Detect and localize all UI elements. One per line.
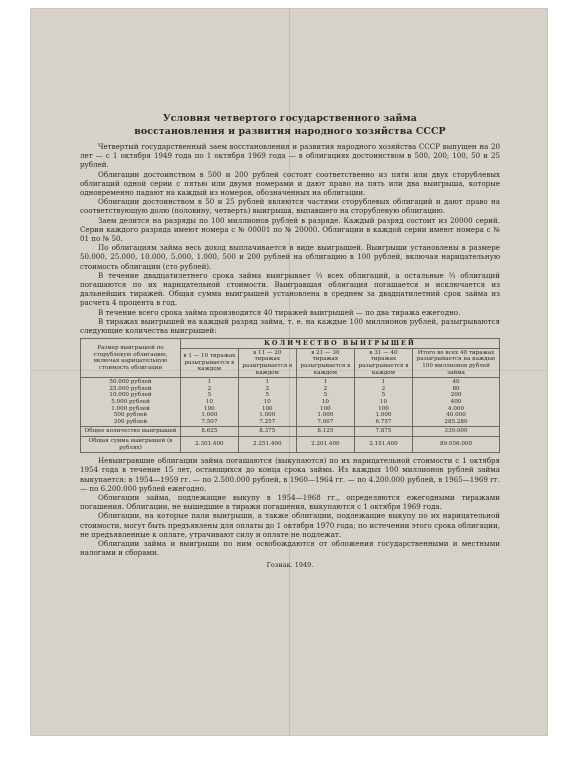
paragraph-table-intro: В тиражах выигрышей на каждый разряд займа, т. е. на каждые 100 миллионов рублей, разыгрываются следующие количества выигрышей: (80, 316, 500, 336)
table-cell: 100 (261, 405, 273, 412)
table-header-row (81, 339, 500, 349)
table-cell: 2 (265, 385, 270, 392)
col-4-values (354, 378, 412, 427)
table-cell: 5 (323, 392, 328, 399)
conditions-text-block (80, 112, 500, 569)
table-cell: 285.280 (444, 418, 468, 425)
table-cell: 8.625 (181, 427, 239, 437)
table-cell: 100 (204, 405, 215, 412)
table-row-total-sum (81, 436, 500, 452)
table-cell: 400 (450, 399, 462, 406)
prize-label: 1.000 рублей (111, 405, 150, 412)
paragraph-denominations: Облигации достоинством в 500 и 200 рублей состоят соответственно из пяти или двух сторублевых облигаций одной серии с пятью или двумя номерами и дают право на пять или два выигрыша, которые одновременно падают на каждый из номеров, обозначенных на облигации. (80, 169, 500, 198)
table-cell: 10 (205, 399, 213, 406)
prize-label: 10.000 рублей (109, 392, 152, 399)
table-cell: 89.056.000 (413, 436, 500, 452)
table-cell: 2 (323, 385, 328, 392)
winnings-table (80, 338, 500, 453)
table-cell: 4.000 (447, 405, 464, 412)
table-cell: 5 (381, 392, 386, 399)
printer-imprint: Гознак. 1949. (266, 561, 314, 570)
table-cell: 7.875 (354, 427, 412, 437)
table-cell: 2.251.400 (238, 436, 296, 452)
paragraph-tax-exemption: Облигации займа и выигрыши по ним освобождаются от обложения государственными и местными налогами и сборами. (80, 539, 500, 558)
paragraph-winnings: По облигациям займа весь доход выплачивается в виде выигрышей. Выигрыши установлены в размере 50.000, 25.000, 10.000, 5.000, 1.000, 500 и 200 рублей на облигацию в 100 рублей, включая нарицательную стоимость облигации (сто рублей). (80, 243, 500, 271)
paragraph-redemption-share: В течение двадцатилетнего срока займа выигрывает ⅓ всех облигаций, а остальные ⅔ облигаций погашаются по их нарицательной стоимости. Выигравшая облигация погашается и исключается из дальнейших тиражей. Общая сумма выигрышей установлена в среднем за двадцатилетний срок займа из расчета 4 процента в год. (80, 270, 500, 308)
paragraph-buyback: Невыигравшие облигации займа погашаются (выкупаются) по их нарицательной стоимости с 1 октября 1954 года в течение 15 лет, остающихся до конца срока займа. Из каждых 100 миллионов рублей займа выкупается: в 1954—1959 гг. — по 2.500.000 рублей, в 1960—1964 гг. — по 4.200.000 рублей, в 1965—1969 гг. — по 6.200.000 рублей ежегодно. (80, 456, 500, 493)
header-col-3: в 21 — 30 тиражах разыгрывается в каждом (296, 348, 354, 377)
col-total-values (413, 378, 500, 427)
paragraph-payment-deadline: Облигации, на которые пали выигрыши, а также облигации, подлежащие выкупу по их нарицательной стоимости, могут быть предъявлены для оплаты до 1 октября 1970 года; по истечении этого срока облигации, не предъявленные к оплате, утрачивают силу и оплате не подлежат. (80, 511, 500, 539)
table-cell: 1 (381, 379, 386, 386)
table-cell: 2.151.400 (354, 436, 412, 452)
table-row-total-count (81, 427, 500, 437)
table-cell: 1.000 (317, 412, 334, 419)
table-cell: 1.000 (375, 412, 392, 419)
table-cell: 2.201.400 (296, 436, 354, 452)
table-cell: 7.007 (317, 418, 334, 425)
paragraph-draws: В течение всего срока займа производится 40 тиражей выигрышей — по два тиража ежегодно. (98, 307, 461, 317)
table-cell: 2.301.400 (181, 436, 239, 452)
col-3-values (296, 378, 354, 427)
table-cell: 2 (381, 385, 386, 392)
header-col-4: в 31 — 40 тиражах разыгрывается в каждом (354, 348, 412, 377)
table-cell: 80 (452, 385, 460, 392)
table-cell: 40.000 (446, 412, 466, 419)
paragraph-series: Заем делится на разряды по 100 миллионов рублей в разряде. Каждый разряд состоит из 20000 серий. Серии каждого разряда имеют номера с № 00001 по № 20000. Облигации в каждой серии имеют номера с № 01 по № 50. (80, 215, 500, 244)
table-cell: 2 (207, 385, 212, 392)
table-cell: 1 (265, 379, 270, 386)
table-cell: 7.507 (201, 418, 218, 425)
paragraph-issue: Четвертый государственный заем восстановления и развития народного хозяйства СССР выпущен на 20 лет — с 1 октября 1949 года по 1 октября 1969 года — в облигациях достоинством в 500, 200, 100, 50 и 25 рублей. (80, 142, 500, 170)
prize-label: 200 рублей (113, 418, 148, 425)
paragraph-buyback-draws: Облигации займа, подлежащие выкупу в 1954—1968 гг., определяются ежегодными тиражами погашения. Облигации, не вышедшие в тиражи погашения, выкупаются с 1 октября 1969 года. (80, 492, 500, 512)
table-cell: 8.125 (296, 427, 354, 437)
header-col-2: в 11 — 20 тиражах разыгрывается в каждом (238, 348, 296, 377)
table-cell: 10 (263, 399, 271, 406)
prize-label: 500 рублей (113, 412, 148, 419)
table-cell: 1 (323, 379, 328, 386)
table-cell: 100 (378, 405, 389, 412)
header-prize-size: Размер выигрышей по сторублевую облигацию, включая нарицательную стоимость облигации (81, 339, 181, 378)
header-col-1: в 1 — 10 тиражах разыгрывается в каждом (181, 348, 239, 377)
table-cell: 200 (450, 392, 462, 399)
bond-back-sheet (30, 8, 548, 736)
prize-size-list (81, 378, 181, 427)
table-cell: 6.757 (375, 418, 392, 425)
header-count-group: КОЛИЧЕСТВО ВЫИГРЫШЕЙ (181, 339, 500, 349)
paragraph-fractional: Облигации достоинством в 50 и 25 рублей являются частями сторублевых облигаций и дают право на соответствующую долю (половину, четверть) выигрыша, выпавшего на сторублевую облигацию. (80, 197, 500, 216)
table-cell: 100 (320, 405, 331, 412)
table-cell: 1.000 (201, 412, 218, 419)
table-cell: 330.000 (413, 427, 500, 437)
total-sum-label: Общая сумма выигрышей (в рублях) (81, 436, 181, 452)
table-cell: 10 (379, 399, 388, 406)
title-line-1: Условия четвертого государственного займа (163, 113, 417, 124)
table-cell: 7.257 (259, 418, 276, 425)
table-cell: 1.000 (259, 412, 276, 419)
table-cell: 8.375 (238, 427, 296, 437)
prize-label: 25.000 рублей (109, 385, 152, 392)
document-title (80, 112, 500, 138)
prize-label: 5.000 рублей (111, 399, 150, 406)
col-1-values (181, 378, 239, 427)
header-col-total: Итого во всех 40 тиражах разыгрывается на каждые 100 миллионов рублей займа (413, 348, 500, 377)
table-cell: 5 (265, 392, 270, 399)
table-cell: 40 (452, 379, 460, 386)
total-count-label: Общее количество выигрышей (81, 427, 181, 437)
table-cell: 5 (207, 392, 212, 399)
col-2-values (238, 378, 296, 427)
table-row-prizes (81, 378, 500, 427)
title-line-2: восстановления и развития народного хозяйства СССР (134, 126, 446, 137)
prize-label: 50.000 рублей (109, 379, 152, 386)
table-cell: 1 (207, 379, 212, 386)
table-cell: 10 (321, 399, 329, 406)
